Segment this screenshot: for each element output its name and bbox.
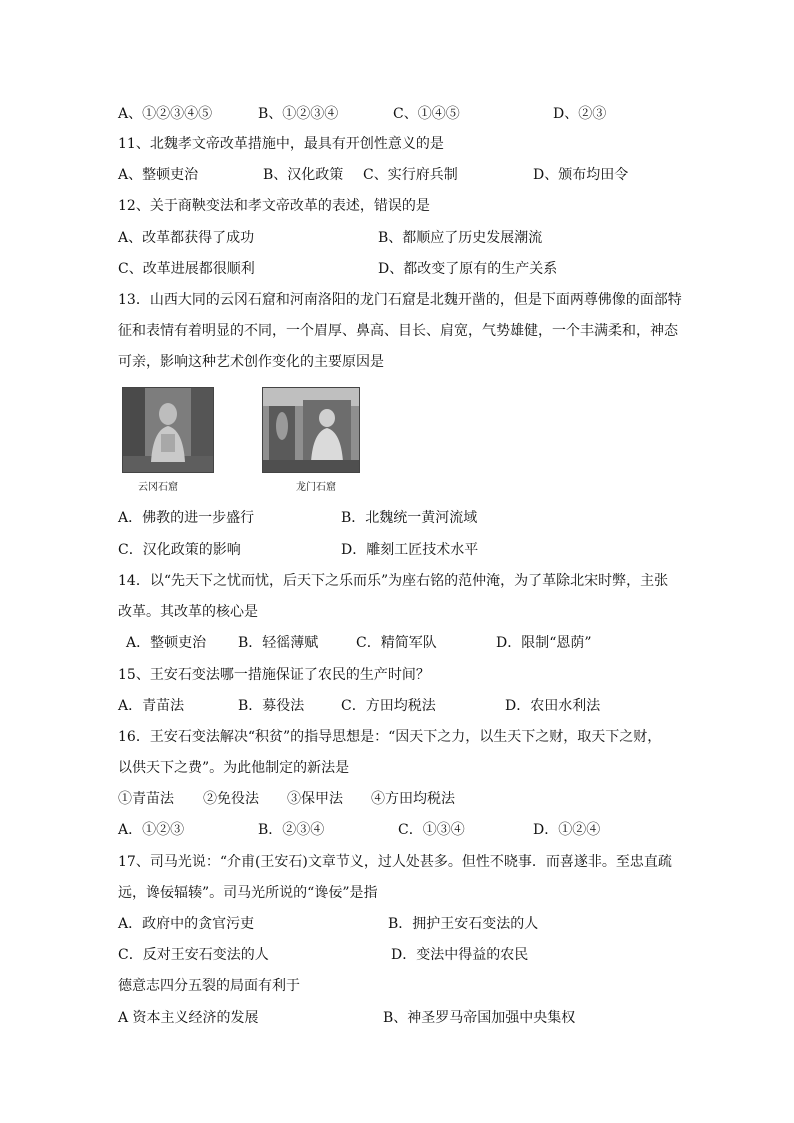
q11-option-d: D、颁布均田令: [533, 167, 629, 183]
q17-option-b: B．拥护王安石变法的人: [388, 916, 539, 932]
q16-stem-line-1: 16．王安石变法解决“积贫”的指导思想是：“因天下之力，以生天下之财，取天下之财，: [118, 729, 662, 745]
q10-option-c: C、①④⑤: [393, 106, 460, 122]
q16-item-3: ③保甲法: [287, 791, 343, 807]
q18-option-a: A 资本主义经济的发展: [118, 1010, 259, 1026]
q11-option-b: B、汉化政策: [263, 167, 344, 183]
q16-option-d: D．①②④: [533, 822, 601, 838]
q10-option-a: A、①②③④⑤: [118, 106, 213, 122]
longmen-caption: 龙门石窟: [296, 482, 336, 493]
q11-option-a: A、整顿吏治: [118, 167, 199, 183]
q13-stem-line-3: 可亲，影响这种艺术创作变化的主要原因是: [118, 354, 384, 370]
q13-option-d: D．雕刻工匠技术水平: [341, 542, 479, 558]
q17-option-d: D．变法中得益的农民: [391, 947, 529, 963]
q16-item-1: ①青苗法: [118, 791, 174, 807]
longmen-buddha-photo: [262, 387, 360, 473]
q16-item-2: ②免役法: [203, 791, 259, 807]
q16-option-a: A．①②③: [118, 822, 185, 838]
q12-option-a: A、改革都获得了成功: [118, 230, 255, 246]
q10-option-d: D、②③: [553, 106, 607, 122]
q13-option-b: B．北魏统一黄河流域: [341, 510, 478, 526]
q13-option-c: C．汉化政策的影响: [118, 542, 241, 558]
q17-option-a: A．政府中的贪官污吏: [118, 916, 255, 932]
q17-stem-line-1: 17、司马光说：“介甫(王安石)文章节义，过人处甚多。但性不晓事．而喜遂非。至忠直疏: [118, 854, 672, 870]
q15-stem: 15、王安石变法哪一措施保证了农民的生产时间？: [118, 667, 430, 683]
q11-stem: 11、北魏孝文帝改革措施中，最具有开创性意义的是: [118, 136, 444, 152]
q16-option-c: C．①③④: [398, 822, 465, 838]
q15-option-a: A．青苗法: [118, 698, 185, 714]
q11-option-c: C、实行府兵制: [363, 167, 458, 183]
q12-option-c: C、改革进展都很顺利: [118, 261, 255, 277]
yungang-buddha-photo: [122, 387, 214, 473]
q14-option-b: B．轻徭薄赋: [238, 635, 319, 651]
q14-stem-line-2: 改革。其改革的核心是: [118, 604, 258, 620]
q13-stem-line-2: 征和表情有着明显的不同，一个眉厚、鼻高、目长、肩宽，气势雄健，一个丰满柔和，神态: [118, 323, 678, 339]
q17-stem-line-2: 远，谗佞辐辏”。司马光所说的“谗佞”是指: [118, 885, 378, 901]
q12-option-b: B、都顺应了历史发展潮流: [378, 230, 543, 246]
q14-option-a: A．整顿吏治: [126, 635, 207, 651]
q14-option-d: D．限制“恩荫”: [496, 635, 592, 651]
q16-stem-line-2: 以供天下之费”。为此他制定的新法是: [118, 760, 350, 776]
q16-option-b: B．②③④: [258, 822, 325, 838]
q15-option-c: C．方田均税法: [341, 698, 436, 714]
q10-option-b: B、①②③④: [258, 106, 339, 122]
q14-option-c: C．精简军队: [356, 635, 437, 651]
q13-option-a: A．佛教的进一步盛行: [118, 510, 255, 526]
q16-item-4: ④方田均税法: [371, 791, 455, 807]
q18-stem: 德意志四分五裂的局面有利于: [118, 978, 300, 994]
q13-stem-line-1: 13．山西大同的云冈石窟和河南洛阳的龙门石窟是北魏开凿的，但是下面两尊佛像的面部特: [118, 292, 682, 308]
q18-option-b: B、神圣罗马帝国加强中央集权: [383, 1010, 576, 1026]
q17-option-c: C．反对王安石变法的人: [118, 947, 269, 963]
q15-option-d: D．农田水利法: [505, 698, 601, 714]
q12-option-d: D、都改变了原有的生产关系: [378, 261, 558, 277]
q12-stem: 12、关于商鞅变法和孝文帝改革的表述，错误的是: [118, 198, 430, 214]
q14-stem-line-1: 14．以“先天下之忧而忧，后天下之乐而乐”为座右铭的范仲淹，为了革除北宋时弊，主张: [118, 573, 669, 589]
q15-option-b: B．募役法: [238, 698, 305, 714]
yungang-caption: 云冈石窟: [138, 482, 178, 493]
